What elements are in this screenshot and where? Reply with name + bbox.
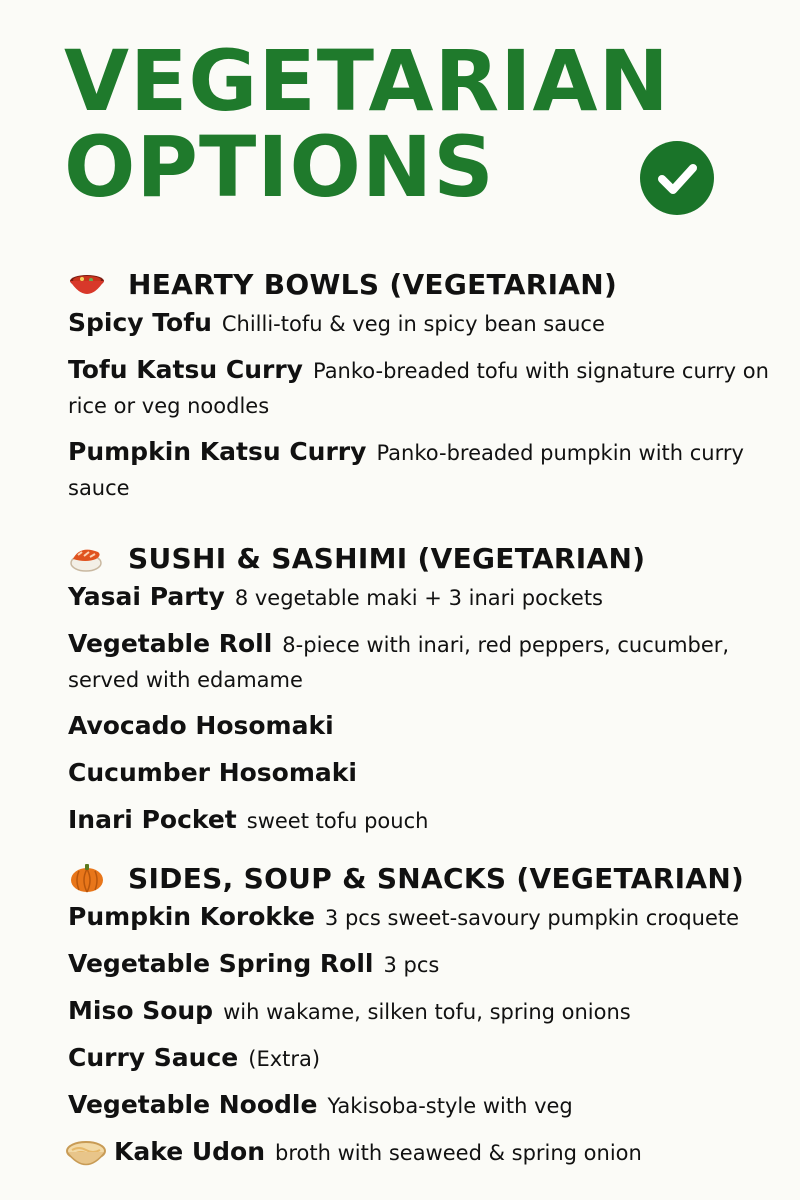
spicy-bowl-icon — [68, 269, 106, 299]
item-desc: 3 pcs — [383, 953, 440, 977]
section-header — [68, 266, 778, 302]
section-header — [68, 860, 778, 896]
item-name: Cucumber Hosomaki — [68, 758, 357, 787]
item-desc: Panko-breaded tofu with signature curry on rice or veg noodles — [68, 359, 769, 418]
item-desc: Yakisoba-style with veg — [327, 1094, 573, 1118]
item-desc: Panko-breaded pumpkin with curry sauce — [68, 441, 744, 500]
list-item — [68, 756, 778, 792]
item-name: Curry Sauce — [68, 1043, 239, 1072]
item-name: Inari Pocket — [68, 805, 237, 834]
item-name: Pumpkin Katsu Curry — [68, 437, 367, 466]
section-sushi-sashimi — [68, 540, 778, 850]
item-desc: 3 pcs sweet-savoury pumpkin croquete — [324, 906, 740, 930]
list-item — [68, 900, 778, 936]
item-desc: broth with seaweed & spring onion — [275, 1141, 642, 1165]
item-desc: sweet tofu pouch — [246, 809, 429, 833]
item-name: Miso Soup — [68, 996, 214, 1025]
list-item — [68, 1088, 778, 1124]
section-title: SIDES, SOUP & SNACKS (VEGETARIAN) — [128, 861, 745, 895]
item-name: Vegetable Spring Roll — [68, 949, 374, 978]
item-desc: wih wakame, silken tofu, spring onions — [223, 1000, 631, 1024]
list-item — [68, 306, 778, 342]
list-item — [68, 709, 778, 745]
pumpkin-icon — [68, 863, 106, 893]
list-item — [68, 1041, 778, 1077]
title-line-1: VEGETARIAN — [64, 32, 670, 130]
list-item — [68, 994, 778, 1030]
section-title: HEARTY BOWLS (VEGETARIAN) — [128, 267, 618, 301]
list-item — [68, 1135, 778, 1171]
title-line-2: OPTIONS — [64, 118, 495, 216]
list-item — [68, 803, 778, 839]
item-desc: 8 vegetable maki + 3 inari pockets — [234, 586, 603, 610]
list-item — [68, 580, 778, 616]
page-title — [64, 32, 670, 216]
list-item — [68, 627, 778, 698]
sushi-icon — [68, 543, 106, 573]
item-name: Pumpkin Korokke — [68, 902, 315, 931]
item-name: Tofu Katsu Curry — [68, 355, 303, 384]
section-header — [68, 540, 778, 576]
section-hearty-bowls — [68, 266, 778, 517]
section-title: SUSHI & SASHIMI (VEGETARIAN) — [128, 541, 646, 575]
item-name: Spicy Tofu — [68, 308, 212, 337]
udon-bowl-icon — [64, 1137, 108, 1169]
item-desc: 8-piece with inari, red peppers, cucumber, served with edamame — [68, 633, 730, 692]
item-desc: (Extra) — [248, 1047, 321, 1071]
item-name: Kake Udon — [114, 1137, 266, 1166]
item-name: Vegetable Roll — [68, 629, 273, 658]
check-circle-icon — [640, 141, 714, 215]
item-name: Avocado Hosomaki — [68, 711, 334, 740]
list-item — [68, 435, 778, 506]
section-sides-soup-snacks — [68, 860, 778, 1182]
list-item — [68, 353, 778, 424]
item-name: Vegetable Noodle — [68, 1090, 318, 1119]
list-item — [68, 947, 778, 983]
item-name: Yasai Party — [68, 582, 225, 611]
item-desc: Chilli-tofu & veg in spicy bean sauce — [221, 312, 605, 336]
